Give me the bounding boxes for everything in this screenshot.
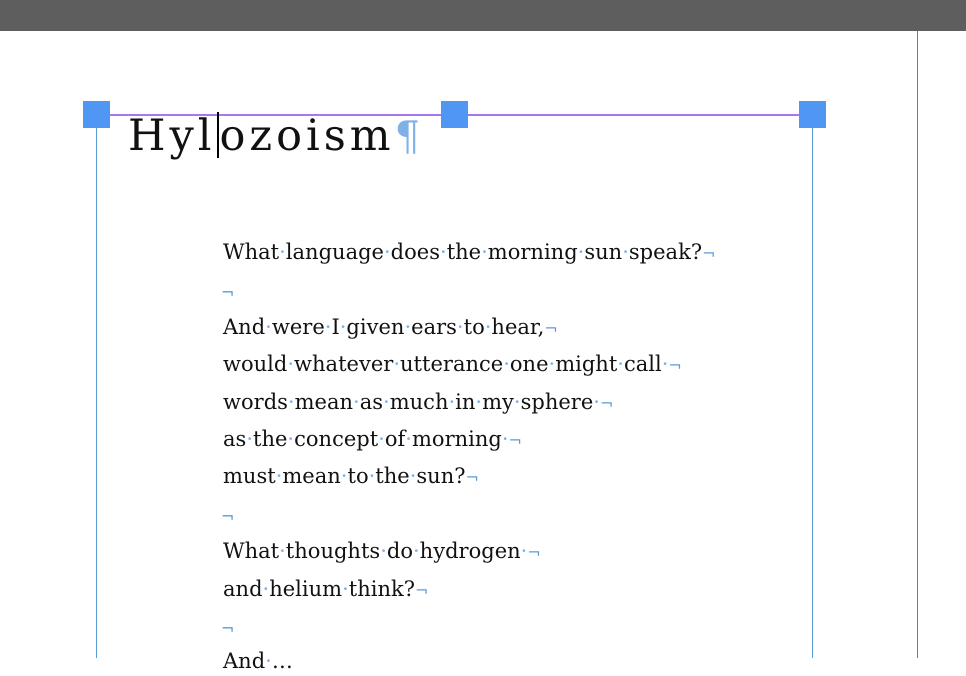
poem-line[interactable] <box>223 237 715 269</box>
space-marker: · <box>383 240 391 264</box>
space-marker: · <box>287 352 295 376</box>
poem-line[interactable] <box>223 536 541 568</box>
line-break-icon: ¬ <box>544 319 558 338</box>
space-marker: · <box>279 539 286 563</box>
poem-line-text: And·… <box>223 649 293 673</box>
line-break-icon: ¬ <box>702 244 716 263</box>
space-marker: · <box>548 352 556 376</box>
space-marker: · <box>353 390 360 414</box>
poem-line-text: must·mean·to·the·sun? <box>223 464 466 488</box>
poem-line-text: would·whatever·utterance·one·might·call· <box>223 352 669 376</box>
space-marker: · <box>368 464 376 488</box>
poem-line-text: What·thoughts·do·hydrogen· <box>223 539 528 563</box>
line-break-icon: ¬ <box>599 394 614 413</box>
space-marker: · <box>501 427 509 451</box>
line-break-icon: ¬ <box>508 431 522 450</box>
space-marker: · <box>481 240 488 264</box>
poem-line[interactable] <box>223 424 522 456</box>
space-marker: · <box>484 315 492 339</box>
title-text-before-caret: Hyl <box>128 111 216 161</box>
line-break-icon: ¬ <box>668 356 682 375</box>
poem-line[interactable] <box>223 574 428 606</box>
empty-line-break-icon: ¬ <box>221 619 235 638</box>
poem-line-partial[interactable] <box>223 646 293 676</box>
space-marker: · <box>279 240 286 264</box>
text-cursor <box>217 112 219 158</box>
poem-line[interactable] <box>223 387 613 419</box>
space-marker: · <box>287 427 295 451</box>
space-marker: · <box>440 240 447 264</box>
space-marker: · <box>380 539 387 563</box>
empty-line-break-icon: ¬ <box>221 507 235 526</box>
space-marker: · <box>661 352 669 376</box>
space-marker: · <box>378 427 385 451</box>
title-text-after-caret: ozoism <box>219 111 395 161</box>
space-marker: · <box>404 315 412 339</box>
space-marker: · <box>265 315 272 339</box>
heading-title[interactable] <box>128 108 420 165</box>
poem-line[interactable] <box>223 349 682 381</box>
space-marker: · <box>513 390 521 414</box>
text-frame-right-edge <box>812 128 813 658</box>
space-marker: · <box>412 539 420 563</box>
space-marker: · <box>342 577 349 601</box>
frame-handle-top-center[interactable] <box>441 101 468 128</box>
line-break-icon: ¬ <box>465 468 479 487</box>
space-marker: · <box>622 240 629 264</box>
space-marker: · <box>265 649 272 673</box>
space-marker: · <box>577 240 585 264</box>
space-marker: · <box>617 352 624 376</box>
poem-line-text: And·were·I·given·ears·to·hear, <box>223 315 545 339</box>
space-marker: · <box>503 352 510 376</box>
space-marker: · <box>448 390 456 414</box>
page-edge-guide <box>917 31 918 658</box>
poem-line-text: as·the·concept·of·morning· <box>223 427 509 451</box>
line-break-icon: ¬ <box>527 543 541 562</box>
space-marker: · <box>246 427 253 451</box>
empty-line-break-icon: ¬ <box>221 283 235 302</box>
space-marker: · <box>456 315 464 339</box>
space-marker: · <box>275 464 283 488</box>
space-marker: · <box>405 427 412 451</box>
pilcrow-icon: ¶ <box>394 114 421 160</box>
line-break-icon: ¬ <box>414 581 429 600</box>
poem-line[interactable] <box>223 461 479 493</box>
space-marker: · <box>287 390 295 414</box>
text-frame-left-edge <box>96 128 97 658</box>
poem-line[interactable] <box>223 312 558 344</box>
space-marker: · <box>339 315 347 339</box>
frame-handle-top-right[interactable] <box>799 101 826 128</box>
space-marker: · <box>393 352 401 376</box>
space-marker: · <box>383 390 390 414</box>
space-marker: · <box>340 464 348 488</box>
frame-handle-top-left[interactable] <box>83 101 110 128</box>
poem-line-text: What·language·does·the·morning·sun·speak? <box>223 240 703 264</box>
space-marker: · <box>475 390 483 414</box>
poem-line-text: words·mean·as·much·in·my·sphere· <box>223 390 600 414</box>
space-marker: · <box>409 464 417 488</box>
space-marker: · <box>520 539 528 563</box>
space-marker: · <box>593 390 600 414</box>
poem-line-text: and·helium·think? <box>223 577 415 601</box>
space-marker: · <box>324 315 332 339</box>
application-top-bar <box>0 0 966 31</box>
space-marker: · <box>262 577 270 601</box>
